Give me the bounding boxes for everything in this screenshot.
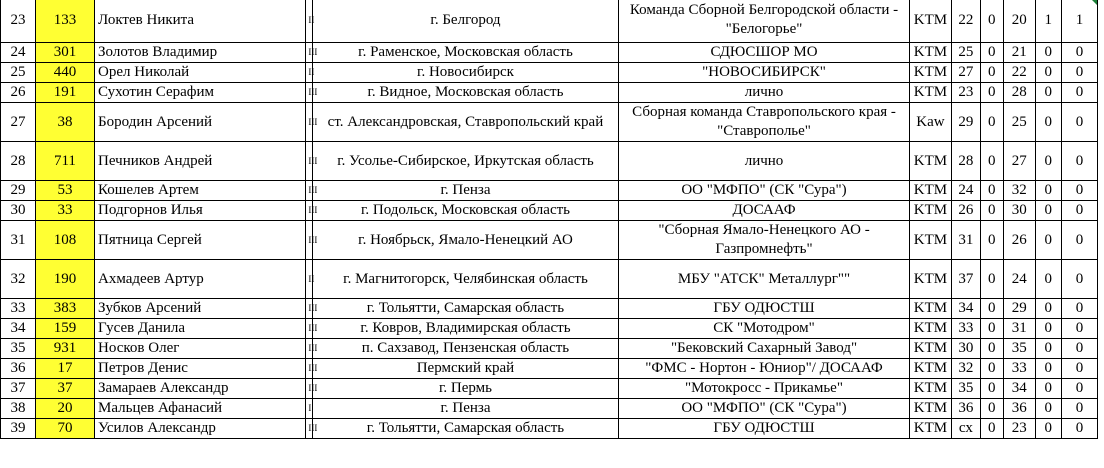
- city-cell[interactable]: г. Тольятти, Самарская область: [312, 299, 618, 319]
- race2-place-cell[interactable]: 25: [1003, 103, 1035, 142]
- table-row: [1, 83, 1098, 103]
- total-points-cell[interactable]: 0: [1061, 83, 1097, 103]
- race2-place-cell[interactable]: 36: [1003, 399, 1035, 419]
- team-cell[interactable]: ОО "МФПО" (СК "Сура"): [619, 399, 910, 419]
- race1-place-cell[interactable]: 25: [952, 43, 981, 63]
- table-row: [1, 319, 1098, 339]
- race2-place-cell[interactable]: 33: [1003, 359, 1035, 379]
- position-cell[interactable]: 34: [1, 319, 36, 339]
- position-cell[interactable]: 38: [1, 399, 36, 419]
- position-cell[interactable]: 27: [1, 103, 36, 142]
- rider-number-cell[interactable]: 133: [35, 0, 94, 43]
- race2-place-cell[interactable]: 32: [1003, 181, 1035, 201]
- team-cell[interactable]: Сборная команда Ставропольского края - "Ставрополье": [619, 103, 910, 142]
- rider-number-cell[interactable]: 931: [35, 339, 94, 359]
- race1-points-cell[interactable]: 0: [980, 201, 1003, 221]
- category-cell[interactable]: I: [306, 399, 312, 419]
- total-points-cell[interactable]: 0: [1061, 299, 1097, 319]
- motorcycle-cell[interactable]: KTM: [909, 339, 951, 359]
- race2-place-cell[interactable]: 22: [1003, 63, 1035, 83]
- motorcycle-cell[interactable]: KTM: [909, 43, 951, 63]
- race1-place-cell[interactable]: 32: [952, 359, 981, 379]
- city-cell[interactable]: г. Раменское, Московская область: [312, 43, 618, 63]
- rider-number-cell[interactable]: 440: [35, 63, 94, 83]
- rider-name-cell[interactable]: Сухотин Серафим: [95, 83, 306, 103]
- table-row: [1, 43, 1098, 63]
- rider-name-cell[interactable]: Замараев Александр: [95, 379, 306, 399]
- race1-points-cell[interactable]: 0: [980, 43, 1003, 63]
- race1-points-cell[interactable]: 0: [980, 379, 1003, 399]
- motorcycle-cell[interactable]: KTM: [909, 221, 951, 260]
- category-cell[interactable]: III: [306, 299, 312, 319]
- total-points-cell[interactable]: 0: [1061, 319, 1097, 339]
- race1-place-cell[interactable]: 26: [952, 201, 981, 221]
- position-cell[interactable]: 33: [1, 299, 36, 319]
- race2-place-cell[interactable]: 34: [1003, 379, 1035, 399]
- race1-points-cell[interactable]: 0: [980, 221, 1003, 260]
- rider-name-cell[interactable]: Подгорнов Илья: [95, 201, 306, 221]
- table-row: [1, 379, 1098, 399]
- position-cell[interactable]: 35: [1, 339, 36, 359]
- team-cell[interactable]: "Сборная Ямало-Ненецкого АО - Газпромнефть": [619, 221, 910, 260]
- total-points-cell[interactable]: 0: [1061, 419, 1097, 439]
- position-cell[interactable]: 39: [1, 419, 36, 439]
- table-row: [1, 181, 1098, 201]
- team-cell[interactable]: МБУ "АТСК" Металлург"": [619, 260, 910, 299]
- rider-name-cell[interactable]: Петров Денис: [95, 359, 306, 379]
- total-points-cell[interactable]: 0: [1061, 339, 1097, 359]
- motorcycle-cell[interactable]: KTM: [909, 83, 951, 103]
- results-rows: [1, 0, 1098, 439]
- race1-points-cell[interactable]: 0: [980, 299, 1003, 319]
- race2-place-cell[interactable]: 26: [1003, 221, 1035, 260]
- race2-points-cell[interactable]: 0: [1035, 181, 1061, 201]
- team-cell[interactable]: ДОСААФ: [619, 201, 910, 221]
- rider-number-cell[interactable]: 37: [35, 379, 94, 399]
- motorcycle-cell[interactable]: KTM: [909, 260, 951, 299]
- team-cell[interactable]: "ФМС - Нортон - Юниор"/ ДОСААФ: [619, 359, 910, 379]
- team-cell[interactable]: ОО "МФПО" (СК "Сура"): [619, 181, 910, 201]
- motorcycle-cell[interactable]: KTM: [909, 299, 951, 319]
- race1-place-cell[interactable]: сх: [952, 419, 981, 439]
- race1-points-cell[interactable]: 0: [980, 103, 1003, 142]
- position-cell[interactable]: 37: [1, 379, 36, 399]
- race1-points-cell[interactable]: 0: [980, 319, 1003, 339]
- race1-place-cell[interactable]: 24: [952, 181, 981, 201]
- table-row: [1, 103, 1098, 142]
- position-cell[interactable]: 24: [1, 43, 36, 63]
- race2-points-cell[interactable]: 0: [1035, 83, 1061, 103]
- race2-place-cell[interactable]: 30: [1003, 201, 1035, 221]
- rider-number-cell[interactable]: 53: [35, 181, 94, 201]
- race1-place-cell[interactable]: 30: [952, 339, 981, 359]
- position-cell[interactable]: 23: [1, 0, 36, 43]
- rider-name-cell[interactable]: Ахмадеев Артур: [95, 260, 306, 299]
- race1-place-cell[interactable]: 27: [952, 63, 981, 83]
- race2-place-cell[interactable]: 21: [1003, 43, 1035, 63]
- rider-number-cell[interactable]: 108: [35, 221, 94, 260]
- rider-number-cell[interactable]: 159: [35, 319, 94, 339]
- motorcycle-cell[interactable]: KTM: [909, 399, 951, 419]
- race2-points-cell[interactable]: 0: [1035, 319, 1061, 339]
- table-row: [1, 142, 1098, 181]
- race2-points-cell[interactable]: 1: [1035, 0, 1061, 43]
- motorcycle-cell[interactable]: KTM: [909, 319, 951, 339]
- total-points-cell[interactable]: 0: [1061, 221, 1097, 260]
- city-cell[interactable]: г. Усолье-Сибирское, Иркутская область: [312, 142, 618, 181]
- total-points-cell[interactable]: 0: [1061, 181, 1097, 201]
- race1-points-cell[interactable]: 0: [980, 419, 1003, 439]
- rider-number-cell[interactable]: 711: [35, 142, 94, 181]
- category-cell[interactable]: III: [306, 419, 312, 439]
- rider-name-cell[interactable]: Мальцев Афанасий: [95, 399, 306, 419]
- table-row: [1, 201, 1098, 221]
- motorcycle-cell[interactable]: KTM: [909, 63, 951, 83]
- category-cell[interactable]: III: [306, 83, 312, 103]
- position-cell[interactable]: 25: [1, 63, 36, 83]
- position-cell[interactable]: 28: [1, 142, 36, 181]
- race2-points-cell[interactable]: 0: [1035, 399, 1061, 419]
- category-cell[interactable]: III: [306, 43, 312, 63]
- category-cell[interactable]: II: [306, 0, 312, 43]
- race2-points-cell[interactable]: 0: [1035, 339, 1061, 359]
- motorcycle-cell[interactable]: KTM: [909, 201, 951, 221]
- motorcycle-cell[interactable]: KTM: [909, 359, 951, 379]
- race1-place-cell[interactable]: 29: [952, 103, 981, 142]
- race1-points-cell[interactable]: 0: [980, 83, 1003, 103]
- race2-points-cell[interactable]: 0: [1035, 419, 1061, 439]
- rider-number-cell[interactable]: 191: [35, 83, 94, 103]
- rider-name-cell[interactable]: Гусев Данила: [95, 319, 306, 339]
- race1-points-cell[interactable]: 0: [980, 399, 1003, 419]
- race1-place-cell[interactable]: 37: [952, 260, 981, 299]
- rider-name-cell[interactable]: Орел Николай: [95, 63, 306, 83]
- motorcycle-cell[interactable]: KTM: [909, 181, 951, 201]
- rider-name-cell[interactable]: Золотов Владимир: [95, 43, 306, 63]
- team-cell[interactable]: "Бековский Сахарный Завод": [619, 339, 910, 359]
- table-row: [1, 221, 1098, 260]
- race1-points-cell[interactable]: 0: [980, 63, 1003, 83]
- total-points-cell[interactable]: 0: [1061, 399, 1097, 419]
- table-row: [1, 359, 1098, 379]
- category-cell[interactable]: III: [306, 221, 312, 260]
- team-cell[interactable]: ГБУ ОДЮСТШ: [619, 419, 910, 439]
- motorcycle-cell[interactable]: KTM: [909, 142, 951, 181]
- rider-name-cell[interactable]: Носков Олег: [95, 339, 306, 359]
- city-cell[interactable]: г. Видное, Московская область: [312, 83, 618, 103]
- race1-place-cell[interactable]: 28: [952, 142, 981, 181]
- race2-points-cell[interactable]: 0: [1035, 142, 1061, 181]
- team-cell[interactable]: "Мотокросс - Прикамье": [619, 379, 910, 399]
- race1-place-cell[interactable]: 36: [952, 399, 981, 419]
- team-cell[interactable]: ГБУ ОДЮСТШ: [619, 299, 910, 319]
- table-row: [1, 399, 1098, 419]
- race2-points-cell[interactable]: 0: [1035, 379, 1061, 399]
- race2-place-cell[interactable]: 24: [1003, 260, 1035, 299]
- position-cell[interactable]: 26: [1, 83, 36, 103]
- race2-points-cell[interactable]: 0: [1035, 359, 1061, 379]
- race2-place-cell[interactable]: 31: [1003, 319, 1035, 339]
- city-cell[interactable]: г. Белгород: [312, 0, 618, 43]
- category-cell[interactable]: III: [306, 339, 312, 359]
- motorcycle-cell[interactable]: KTM: [909, 379, 951, 399]
- race2-points-cell[interactable]: 0: [1035, 43, 1061, 63]
- rider-number-cell[interactable]: 383: [35, 299, 94, 319]
- race1-place-cell[interactable]: 33: [952, 319, 981, 339]
- category-cell[interactable]: III: [306, 103, 312, 142]
- race1-points-cell[interactable]: 0: [980, 260, 1003, 299]
- rider-name-cell[interactable]: Пятница Сергей: [95, 221, 306, 260]
- rider-number-cell[interactable]: 70: [35, 419, 94, 439]
- race2-place-cell[interactable]: 29: [1003, 299, 1035, 319]
- race1-points-cell[interactable]: 0: [980, 142, 1003, 181]
- total-points-cell[interactable]: 0: [1061, 63, 1097, 83]
- category-cell[interactable]: II: [306, 260, 312, 299]
- race1-place-cell[interactable]: 35: [952, 379, 981, 399]
- city-cell[interactable]: г. Магнитогорск, Челябинская область: [312, 260, 618, 299]
- rider-number-cell[interactable]: 190: [35, 260, 94, 299]
- table-row: [1, 0, 1098, 43]
- total-points-cell[interactable]: 0: [1061, 379, 1097, 399]
- rider-name-cell[interactable]: Локтев Никита: [95, 0, 306, 43]
- race2-points-cell[interactable]: 0: [1035, 221, 1061, 260]
- city-cell[interactable]: г. Пермь: [312, 379, 618, 399]
- race1-place-cell[interactable]: 23: [952, 83, 981, 103]
- race1-place-cell[interactable]: 34: [952, 299, 981, 319]
- total-points-cell[interactable]: 0: [1061, 201, 1097, 221]
- race1-points-cell[interactable]: 0: [980, 181, 1003, 201]
- rider-number-cell[interactable]: 33: [35, 201, 94, 221]
- race2-points-cell[interactable]: 0: [1035, 260, 1061, 299]
- position-cell[interactable]: 36: [1, 359, 36, 379]
- rider-number-cell[interactable]: 20: [35, 399, 94, 419]
- motorcycle-cell[interactable]: Kaw: [909, 103, 951, 142]
- category-cell[interactable]: II: [306, 63, 312, 83]
- table-row: [1, 419, 1098, 439]
- team-cell[interactable]: лично: [619, 83, 910, 103]
- rider-number-cell[interactable]: 17: [35, 359, 94, 379]
- city-cell[interactable]: Пермский край: [312, 359, 618, 379]
- city-cell[interactable]: п. Сахзавод, Пензенская область: [312, 339, 618, 359]
- team-cell[interactable]: "НОВОСИБИРСК": [619, 63, 910, 83]
- total-points-cell[interactable]: 0: [1061, 103, 1097, 142]
- race1-points-cell[interactable]: 0: [980, 359, 1003, 379]
- rider-name-cell[interactable]: Кошелев Артем: [95, 181, 306, 201]
- city-cell[interactable]: г. Пенза: [312, 399, 618, 419]
- team-cell[interactable]: Команда Сборной Белгородской области - "Белогорье": [619, 0, 910, 43]
- motorcycle-cell[interactable]: KTM: [909, 0, 951, 43]
- rider-number-cell[interactable]: 38: [35, 103, 94, 142]
- category-cell[interactable]: III: [306, 181, 312, 201]
- position-cell[interactable]: 30: [1, 201, 36, 221]
- category-cell[interactable]: III: [306, 201, 312, 221]
- rider-number-cell[interactable]: 301: [35, 43, 94, 63]
- total-points-cell[interactable]: 0: [1061, 260, 1097, 299]
- position-cell[interactable]: 31: [1, 221, 36, 260]
- table-row: [1, 63, 1098, 83]
- total-points-cell[interactable]: 0: [1061, 43, 1097, 63]
- city-cell[interactable]: г. Ноябрьск, Ямало-Ненецкий АО: [312, 221, 618, 260]
- race1-points-cell[interactable]: 0: [980, 0, 1003, 43]
- total-points-cell[interactable]: 0: [1061, 142, 1097, 181]
- race2-place-cell[interactable]: 27: [1003, 142, 1035, 181]
- city-cell[interactable]: г. Пенза: [312, 181, 618, 201]
- total-points-cell[interactable]: 1: [1061, 0, 1097, 43]
- race1-place-cell[interactable]: 22: [952, 0, 981, 43]
- city-cell[interactable]: г. Подольск, Московская область: [312, 201, 618, 221]
- category-cell[interactable]: III: [306, 359, 312, 379]
- team-cell[interactable]: СК "Мотодром": [619, 319, 910, 339]
- motorcycle-cell[interactable]: KTM: [909, 419, 951, 439]
- team-cell[interactable]: лично: [619, 142, 910, 181]
- city-cell[interactable]: ст. Александровская, Ставропольский край: [312, 103, 618, 142]
- rider-name-cell[interactable]: Бородин Арсений: [95, 103, 306, 142]
- race2-points-cell[interactable]: 0: [1035, 201, 1061, 221]
- race2-place-cell[interactable]: 28: [1003, 83, 1035, 103]
- rider-name-cell[interactable]: Усилов Александр: [95, 419, 306, 439]
- city-cell[interactable]: г. Новосибирск: [312, 63, 618, 83]
- race2-place-cell[interactable]: 23: [1003, 419, 1035, 439]
- race2-place-cell[interactable]: 20: [1003, 0, 1035, 43]
- category-cell[interactable]: III: [306, 319, 312, 339]
- position-cell[interactable]: 32: [1, 260, 36, 299]
- rider-name-cell[interactable]: Зубков Арсений: [95, 299, 306, 319]
- rider-name-cell[interactable]: Печников Андрей: [95, 142, 306, 181]
- table-row: [1, 339, 1098, 359]
- race2-points-cell[interactable]: 0: [1035, 299, 1061, 319]
- race1-points-cell[interactable]: 0: [980, 339, 1003, 359]
- race2-points-cell[interactable]: 0: [1035, 103, 1061, 142]
- city-cell[interactable]: г. Ковров, Владимирская область: [312, 319, 618, 339]
- table-row: [1, 260, 1098, 299]
- total-points-cell[interactable]: 0: [1061, 359, 1097, 379]
- category-cell[interactable]: III: [306, 142, 312, 181]
- race2-place-cell[interactable]: 35: [1003, 339, 1035, 359]
- position-cell[interactable]: 29: [1, 181, 36, 201]
- team-cell[interactable]: СДЮСШОР МО: [619, 43, 910, 63]
- race1-place-cell[interactable]: 31: [952, 221, 981, 260]
- table-row: [1, 299, 1098, 319]
- city-cell[interactable]: г. Тольятти, Самарская область: [312, 419, 618, 439]
- category-cell[interactable]: III: [306, 379, 312, 399]
- race2-points-cell[interactable]: 0: [1035, 63, 1061, 83]
